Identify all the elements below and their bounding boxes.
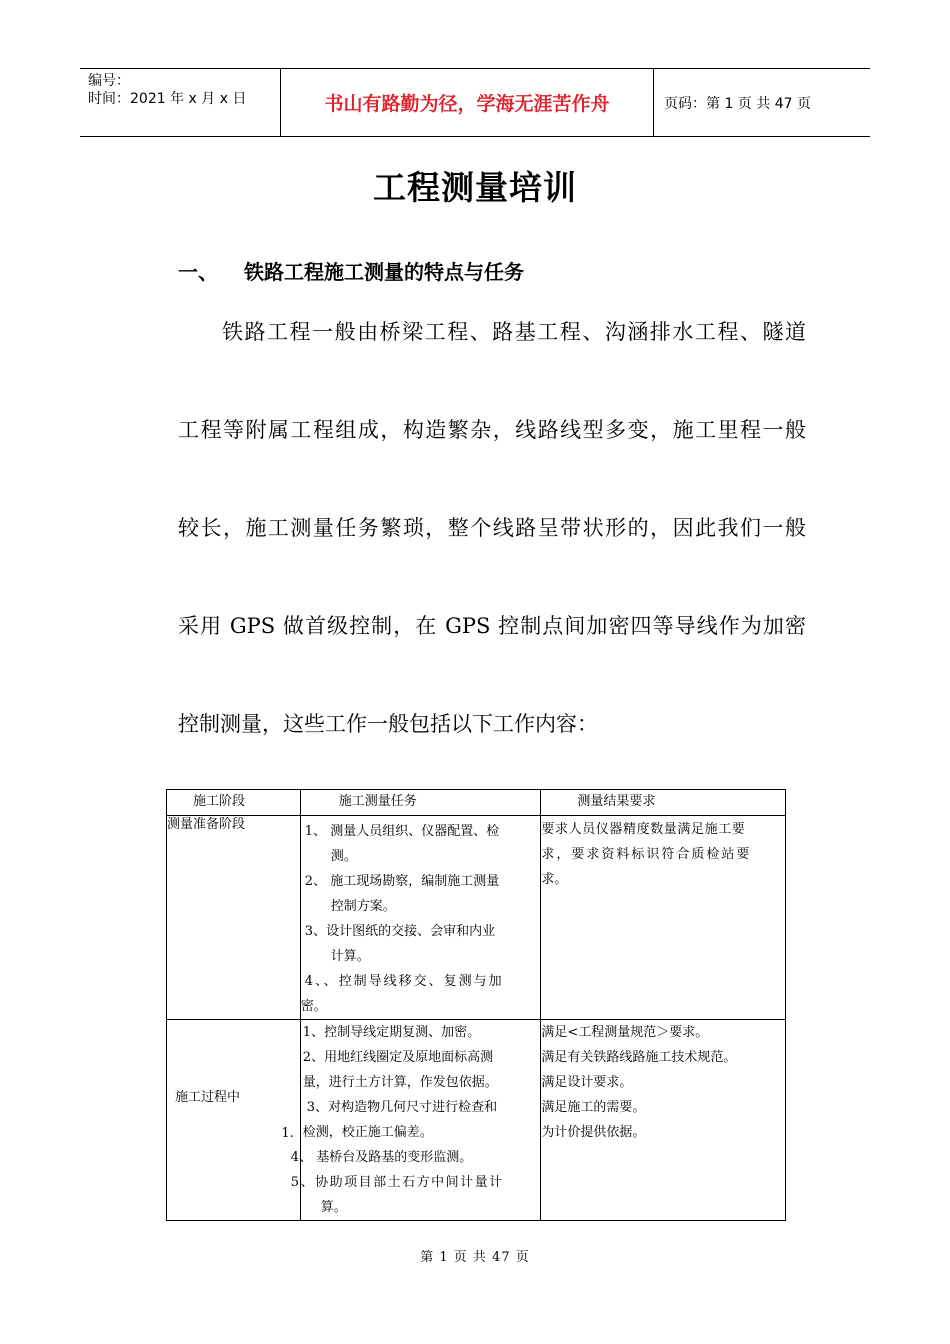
section-title: 铁路工程施工测量的特点与任务 [244,260,524,284]
table-cell-stage [167,816,301,1020]
task-line: 4、、控制导线移交、复测与加 [304,974,504,989]
requirement-line: 求。 [541,872,568,887]
paragraph-line: 工程等附属工程组成，构造繁杂，线路线型多变，施工里程一般 [178,418,806,442]
table-cell-requirements [541,1020,786,1221]
task-line: 密。 [300,999,327,1014]
table-header-row [167,790,786,816]
list-marker: 1. [281,1126,294,1141]
task-line: 1、 测量人员组织、仪器配置、检 [304,824,500,839]
task-line: 2、 施工现场勘察，编制施工测量 [304,874,500,889]
section-number: 一、 [178,260,218,284]
task-line: 3、对构造物几何尺寸进行检查和 [306,1100,498,1115]
paragraph-line: 采用 GPS 做首级控制，在 GPS 控制点间加密四等导线作为加密 [178,614,806,638]
document-date-label: 时间：2021 年 x 月 x 日 [88,91,247,107]
paragraph-line: 铁路工程一般由桥梁工程、路基工程、沟涵排水工程、隧道 [222,320,806,344]
task-line: 计算。 [330,949,370,964]
requirement-line: 要求人员仪器精度数量满足施工要 [541,822,746,837]
survey-task-table [166,789,786,1221]
table-header-cell: 测量结果要求 [541,790,786,816]
header-motto: 书山有路勤为径，学海无涯苦作舟 [324,93,610,115]
requirement-line: 为计价提供依据。 [541,1125,646,1140]
task-line: 检测，校正施工偏差。 [302,1125,433,1140]
stage-text: 测量准备阶段 [167,817,246,832]
task-line: 控制方案。 [330,899,396,914]
document-number-label: 编号： [88,73,130,89]
table-cell-stage [167,1020,301,1221]
body-paragraph [178,316,806,806]
section-heading [178,256,524,285]
requirement-line: 满足施工的需要。 [541,1100,646,1115]
table-header-cell: 施工阶段 [167,790,301,816]
task-line: 3、设计图纸的交接、会审和内业 [304,924,496,939]
table-cell-tasks [290,1020,541,1221]
requirement-line: 求，要求资料标识符合质检站要 [541,847,752,862]
requirement-line: 满足设计要求。 [541,1075,633,1090]
table-row [167,816,786,1020]
requirement-line: 满足有关铁路线路施工技术规范。 [541,1050,737,1065]
task-line: 1、控制导线定期复测、加密。 [302,1025,481,1040]
task-line: 4、 基桥台及路基的变形监测。 [290,1150,473,1165]
document-title: 工程测量培训 [373,168,577,207]
task-line: 5、协助项目部土石方中间计量计 [290,1175,504,1190]
table-cell-tasks [300,816,541,1020]
table-cell-requirements [541,816,786,1020]
task-line: 2、用地红线圈定及原地面标高测 [302,1050,494,1065]
page-header [80,68,870,137]
header-page-info: 页码：第 1 页 共 47 页 [664,95,811,112]
header-meta [80,69,280,136]
paragraph-line: 控制测量，这些工作一般包括以下工作内容： [178,712,598,736]
task-line: 量，进行土方计算，作发包依据。 [302,1075,498,1090]
table-row [167,1020,786,1221]
paragraph-line: 较长，施工测量任务繁琐，整个线路呈带状形的，因此我们一般 [178,516,806,540]
task-line: 算。 [320,1200,347,1215]
requirement-line: 满足<工程测量规范＞要求。 [541,1025,709,1040]
task-line: 测。 [330,849,357,864]
page-footer: 第 1 页 共 47 页 [420,1250,530,1265]
table-header-cell: 施工测量任务 [300,790,541,816]
stage-text: 施工过程中 [175,1090,241,1105]
